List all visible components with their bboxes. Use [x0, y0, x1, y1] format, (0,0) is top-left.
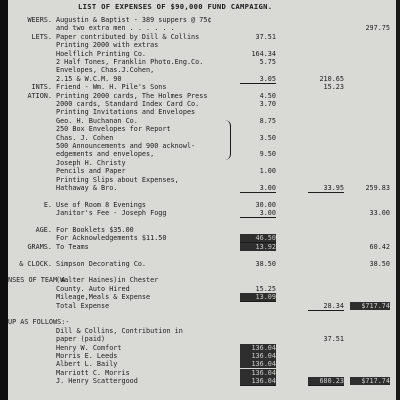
- ledger-row: [8, 184, 396, 192]
- amount-col-1: 46.50: [240, 234, 276, 243]
- row-label: GRAMS.: [27, 242, 52, 251]
- row-description: Morris E. Leeds: [56, 352, 118, 360]
- ledger-row: [8, 41, 396, 49]
- amount-col-3: 38.50: [369, 259, 390, 268]
- ledger-row: [8, 24, 396, 32]
- row-description: Hathaway & Bro.: [56, 184, 118, 192]
- row-label: & CLOCK.: [19, 259, 52, 268]
- amount-col-1: 136.04: [240, 352, 276, 360]
- row-description: Albert L. Baily: [56, 360, 118, 369]
- row-description: Pencils and Paper: [56, 167, 126, 176]
- amount-col-3: 60.42: [369, 242, 390, 251]
- row-label: LETS.: [31, 32, 52, 41]
- row-description: Hoelflich Printing Co.: [56, 49, 147, 58]
- row-description: 250 Box Envelopes for Report: [56, 125, 171, 134]
- amount-col-1: 136.04: [240, 360, 276, 368]
- row-description: Chas. J. Cohen: [56, 133, 114, 142]
- row-description: Dill & Collins, Contribution in: [56, 326, 183, 335]
- amount-col-1: 3.70: [259, 100, 276, 108]
- ledger-row: [8, 327, 396, 335]
- row-description: Henry W. Comfort: [56, 343, 122, 352]
- amount-col-1: 13.92: [240, 243, 276, 251]
- ledger-row: [8, 377, 396, 385]
- ledger-row: [8, 302, 396, 310]
- row-description: Envelopes, Chas.J.Cohen,: [56, 66, 155, 75]
- ledger-row: [8, 369, 396, 377]
- ledger-row: [8, 134, 396, 142]
- ledger-row: [8, 83, 396, 91]
- row-description: Total Expense: [56, 301, 110, 310]
- row-label: WEERS.: [27, 16, 52, 24]
- curly-brace: [222, 120, 231, 160]
- row-description: 500 Announcements and 900 acknowl-: [56, 142, 196, 150]
- amount-col-1: 136.04: [240, 377, 276, 386]
- ledger-row: [8, 201, 396, 209]
- amount-col-2: 15.23: [323, 83, 344, 92]
- row-label: INTS.: [31, 83, 52, 92]
- amount-col-2: 680.23: [308, 377, 344, 386]
- ledger-row: [8, 50, 396, 58]
- row-description: Printing Slips about Expenses,: [56, 175, 179, 184]
- ledger-row: [8, 16, 396, 24]
- row-description: Marriott C. Morris: [56, 368, 130, 377]
- row-description: For Booklets $35.00: [56, 226, 134, 234]
- ledger-row: [8, 159, 396, 167]
- row-description: J. Henry Scattergood: [56, 377, 138, 386]
- ledger-row: [8, 335, 396, 343]
- amount-col-1: 164.34: [251, 49, 276, 58]
- amount-col-3: $717.74: [350, 377, 390, 385]
- row-description: Mileage,Meals & Expense: [56, 293, 151, 302]
- ledger-row: [8, 285, 396, 293]
- amount-col-1: 3.00: [240, 209, 276, 218]
- row-label: UP AS FOLLOWS:-: [8, 318, 70, 327]
- ledger-row: [8, 226, 396, 234]
- row-description: Printing 2000 cards, The Holmes Press: [56, 91, 208, 100]
- amount-col-2: 33.95: [308, 184, 344, 193]
- row-label: NSES OF TEAM A.: [8, 276, 70, 285]
- scan-edge: [0, 0, 8, 400]
- amount-col-1: 38.50: [255, 259, 276, 268]
- amount-col-1: 5.75: [259, 58, 276, 66]
- row-description: Geo. H. Buchanan Co.: [56, 116, 138, 125]
- amount-col-1: 8.75: [259, 116, 276, 125]
- amount-col-1: 15.25: [255, 284, 276, 293]
- amount-col-3: 297.75: [365, 24, 390, 33]
- row-description: Printing 2000 with extras: [56, 41, 159, 50]
- ledger-row: [8, 66, 396, 74]
- ledger-row: [8, 318, 396, 326]
- row-description: Printing Invitations and Envelopes: [56, 108, 196, 117]
- amount-col-1: 13.09: [240, 293, 276, 302]
- ledger-row: [8, 251, 396, 259]
- ledger-row: [8, 58, 396, 66]
- ledger-row: [8, 344, 396, 352]
- document-title: LIST OF EXPENSES OF $90,000 FUND CAMPAIGN.: [78, 2, 273, 11]
- amount-col-3: $717.74: [350, 302, 390, 310]
- amount-col-1: 37.51: [255, 32, 276, 41]
- row-description: Janitor's Fee - Joseph Fogg: [56, 209, 167, 218]
- row-description: Friend - Wm. H. Pile's Sons: [56, 83, 167, 92]
- ledger-row: [8, 167, 396, 175]
- amount-col-1: 136.04: [240, 369, 276, 377]
- amount-col-1: 3.05: [240, 75, 276, 84]
- amount-col-3: 259.83: [365, 184, 390, 192]
- amount-col-1: 9.50: [259, 150, 276, 159]
- ledger-row: [8, 268, 396, 276]
- ledger-row: [8, 260, 396, 268]
- amount-col-1: 3.50: [259, 133, 276, 142]
- row-description: To Teams: [56, 242, 89, 251]
- ledger-row: [8, 209, 396, 217]
- row-description: Use of Room 8 Evenings: [56, 200, 147, 209]
- ledger-row: [8, 150, 396, 158]
- ledger-row: [8, 218, 396, 226]
- document-page: [8, 0, 396, 400]
- row-description: (Walter Haines)in Chester: [56, 276, 159, 285]
- row-description: and two extra men . . . . . .: [56, 24, 175, 33]
- amount-col-2: 28.34: [308, 302, 344, 311]
- row-label: E.: [43, 200, 52, 209]
- ledger-row: [8, 192, 396, 200]
- ledger-row: [8, 108, 396, 116]
- ledger-row: [8, 125, 396, 133]
- row-description: County. Auto Hired: [56, 284, 130, 293]
- ledger-row: [8, 243, 396, 251]
- ledger-row: [8, 176, 396, 184]
- row-description: paper (paid): [56, 335, 106, 344]
- amount-col-3: 33.00: [369, 209, 390, 218]
- ledger-row: [8, 100, 396, 108]
- row-description: Simpson Decorating Co.: [56, 259, 147, 268]
- amount-col-1: 30.00: [255, 200, 276, 209]
- row-description: 2 Half Tones, Franklin Photo.Eng.Co.: [56, 58, 204, 66]
- ledger-row: [8, 234, 396, 242]
- row-description: For Acknowledgements $11.50: [56, 234, 167, 243]
- amount-col-1: 4.50: [259, 91, 276, 100]
- ledger-row: [8, 142, 396, 150]
- ledger-row: [8, 293, 396, 301]
- ledger-row: [8, 360, 396, 368]
- row-description: edgements and envelopes,: [56, 150, 155, 159]
- row-label: ATION.: [27, 91, 52, 100]
- amount-col-1: 3.00: [240, 184, 276, 193]
- ledger-row: [8, 75, 396, 83]
- amount-col-2: 37.51: [323, 335, 344, 344]
- amount-col-1: 1.00: [259, 167, 276, 176]
- amount-col-2: 210.65: [319, 74, 344, 83]
- row-description: 2.15 & W.C.M. 90: [56, 74, 122, 83]
- row-description: Joseph H. Christy: [56, 158, 126, 167]
- ledger-row: [8, 92, 396, 100]
- ledger-row: [8, 352, 396, 360]
- ledger-row: [8, 276, 396, 284]
- row-label: AGE.: [35, 226, 52, 234]
- amount-col-1: 136.04: [240, 344, 276, 352]
- row-description: Augustin & Baptist - 389 suppers @ 75¢: [56, 16, 212, 24]
- ledger-row: [8, 117, 396, 125]
- row-description: Paper contributed by Dill & Collins: [56, 32, 200, 41]
- ledger-row: [8, 33, 396, 41]
- row-description: 2000 cards, Standard Index Card Co.: [56, 100, 200, 108]
- ledger-row: [8, 310, 396, 318]
